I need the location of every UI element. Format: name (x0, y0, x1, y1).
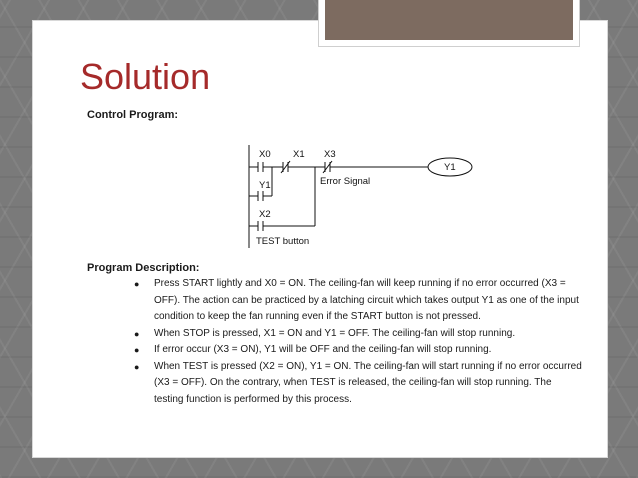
list-item (132, 342, 582, 359)
description-text: If error occur (X3 = ON), Y1 will be OFF and the ceiling-fan will stop running. (154, 344, 492, 355)
contact-x1-label: X1 (293, 149, 305, 160)
contact-x0-label: X0 (259, 149, 271, 160)
control-program-heading: Control Program: (87, 109, 179, 121)
description-text: When TEST is pressed (X2 = ON), Y1 = ON. The ceiling-fan will start running if no error occurred (X3 = OFF). On the contrary, when TEST is released, the ceiling-fan will stop running. The testing function is performed by this process. (154, 360, 582, 405)
bullet-icon: ● (134, 361, 140, 372)
contact-y1-label: Y1 (259, 180, 271, 191)
description-text: Press START lightly and X0 = ON. The ceiling-fan will keep running if no error occurred (X3 = OFF). The action can be practiced by a latching circuit which takes output Y1 as one of the input condition to keep the fan running even if the START button is not pressed. (154, 278, 579, 322)
contact-x2-label: X2 (259, 209, 271, 220)
bullet-icon: ● (134, 279, 140, 289)
error-signal-label: Error Signal (320, 176, 371, 187)
description-text: When STOP is pressed, X1 = ON and Y1 = OFF. The ceiling-fan will stop running. (154, 327, 516, 339)
program-description-heading: Program Description: (87, 262, 200, 274)
test-button-label: TEST button (256, 236, 310, 247)
slide-title: Solution (80, 56, 211, 97)
program-description-list (132, 276, 582, 408)
contact-x3-label: X3 (324, 149, 336, 160)
coil-y1-label: Y1 (444, 162, 456, 173)
list-item (132, 359, 582, 409)
bullet-icon: ● (134, 345, 140, 355)
list-item (132, 326, 582, 343)
bullet-icon: ● (134, 328, 140, 339)
list-item (132, 276, 582, 326)
